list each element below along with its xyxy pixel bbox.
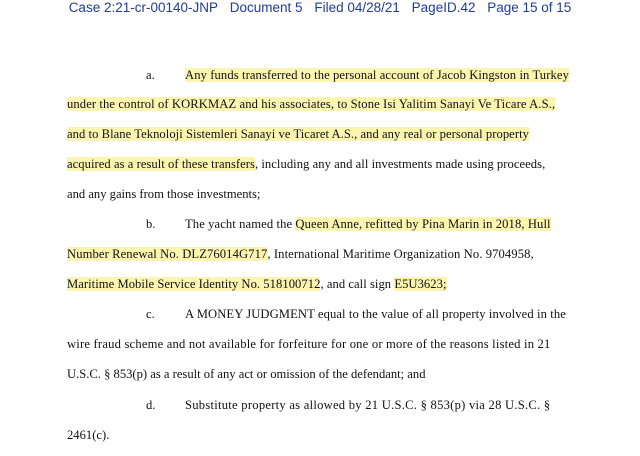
highlight: Maritime Mobile Service Identity No. 518100712 (67, 277, 321, 291)
item-a-line-3 (67, 126, 529, 142)
item-c-line-3: U.S.C. § 853(p) as a result of any act or omission of the defendant; and (67, 367, 426, 381)
item-d-line-1: Substitute property as allowed by 21 U.S.C. § 853(p) via 28 U.S.C. § (185, 398, 551, 412)
item-c-letter: c. (146, 307, 155, 321)
item-a-line-1 (185, 67, 569, 83)
highlight: Number Renewal No. DLZ76014G717 (67, 247, 268, 261)
item-d-line-2: 2461(c). (67, 428, 110, 442)
item-b-line-2 (67, 246, 534, 262)
text: , and call sign (320, 277, 395, 291)
page-id: PageID.42 (411, 0, 476, 15)
highlight: under the control of KORKMAZ and his associates, to Stone Isi Yalitim Sanayi Ve Ticare A.S., (67, 97, 556, 111)
item-b-line-3 (67, 276, 447, 292)
highlight: and any real or personal property (360, 127, 529, 141)
highlight: Any funds transferred to the personal account of Jacob Kingston in Turkey (185, 68, 569, 82)
highlight: and to Blane Teknoloji Sistemleri Sanayi ve Ticaret A.S., (67, 127, 361, 141)
item-a-line-2 (67, 96, 555, 112)
filed-date: Filed 04/28/21 (314, 0, 400, 15)
text: , International Maritime Organization No. 9704958, (267, 247, 534, 261)
highlight: Queen Anne, refitted by Pina Marin in 2018, Hull (295, 217, 551, 231)
case-number: Case 2:21-cr-00140-JNP (68, 0, 219, 15)
item-c-line-1: A MONEY JUDGMENT equal to the value of all property involved in the (185, 307, 566, 321)
page-number: Page 15 of 15 (487, 0, 572, 15)
text: The yacht named the (185, 217, 296, 231)
item-a-letter: a. (146, 68, 155, 82)
highlight: acquired as a result of these transfers (67, 157, 255, 171)
item-c-line-2: wire fraud scheme and not available for forfeiture for one or more of the reasons listed in 21 (67, 337, 551, 351)
highlight: E5U3623; (394, 277, 447, 291)
item-b-letter: b. (146, 217, 156, 231)
ecf-header (0, 0, 640, 16)
item-a-line-4 (67, 156, 545, 172)
item-d-letter: d. (146, 398, 156, 412)
item-b-line-1 (185, 216, 551, 232)
item-a-line-5: and any gains from those investments; (67, 187, 261, 201)
text: , including any and all investments made using proceeds, (254, 157, 546, 171)
document-number: Document 5 (229, 0, 303, 15)
